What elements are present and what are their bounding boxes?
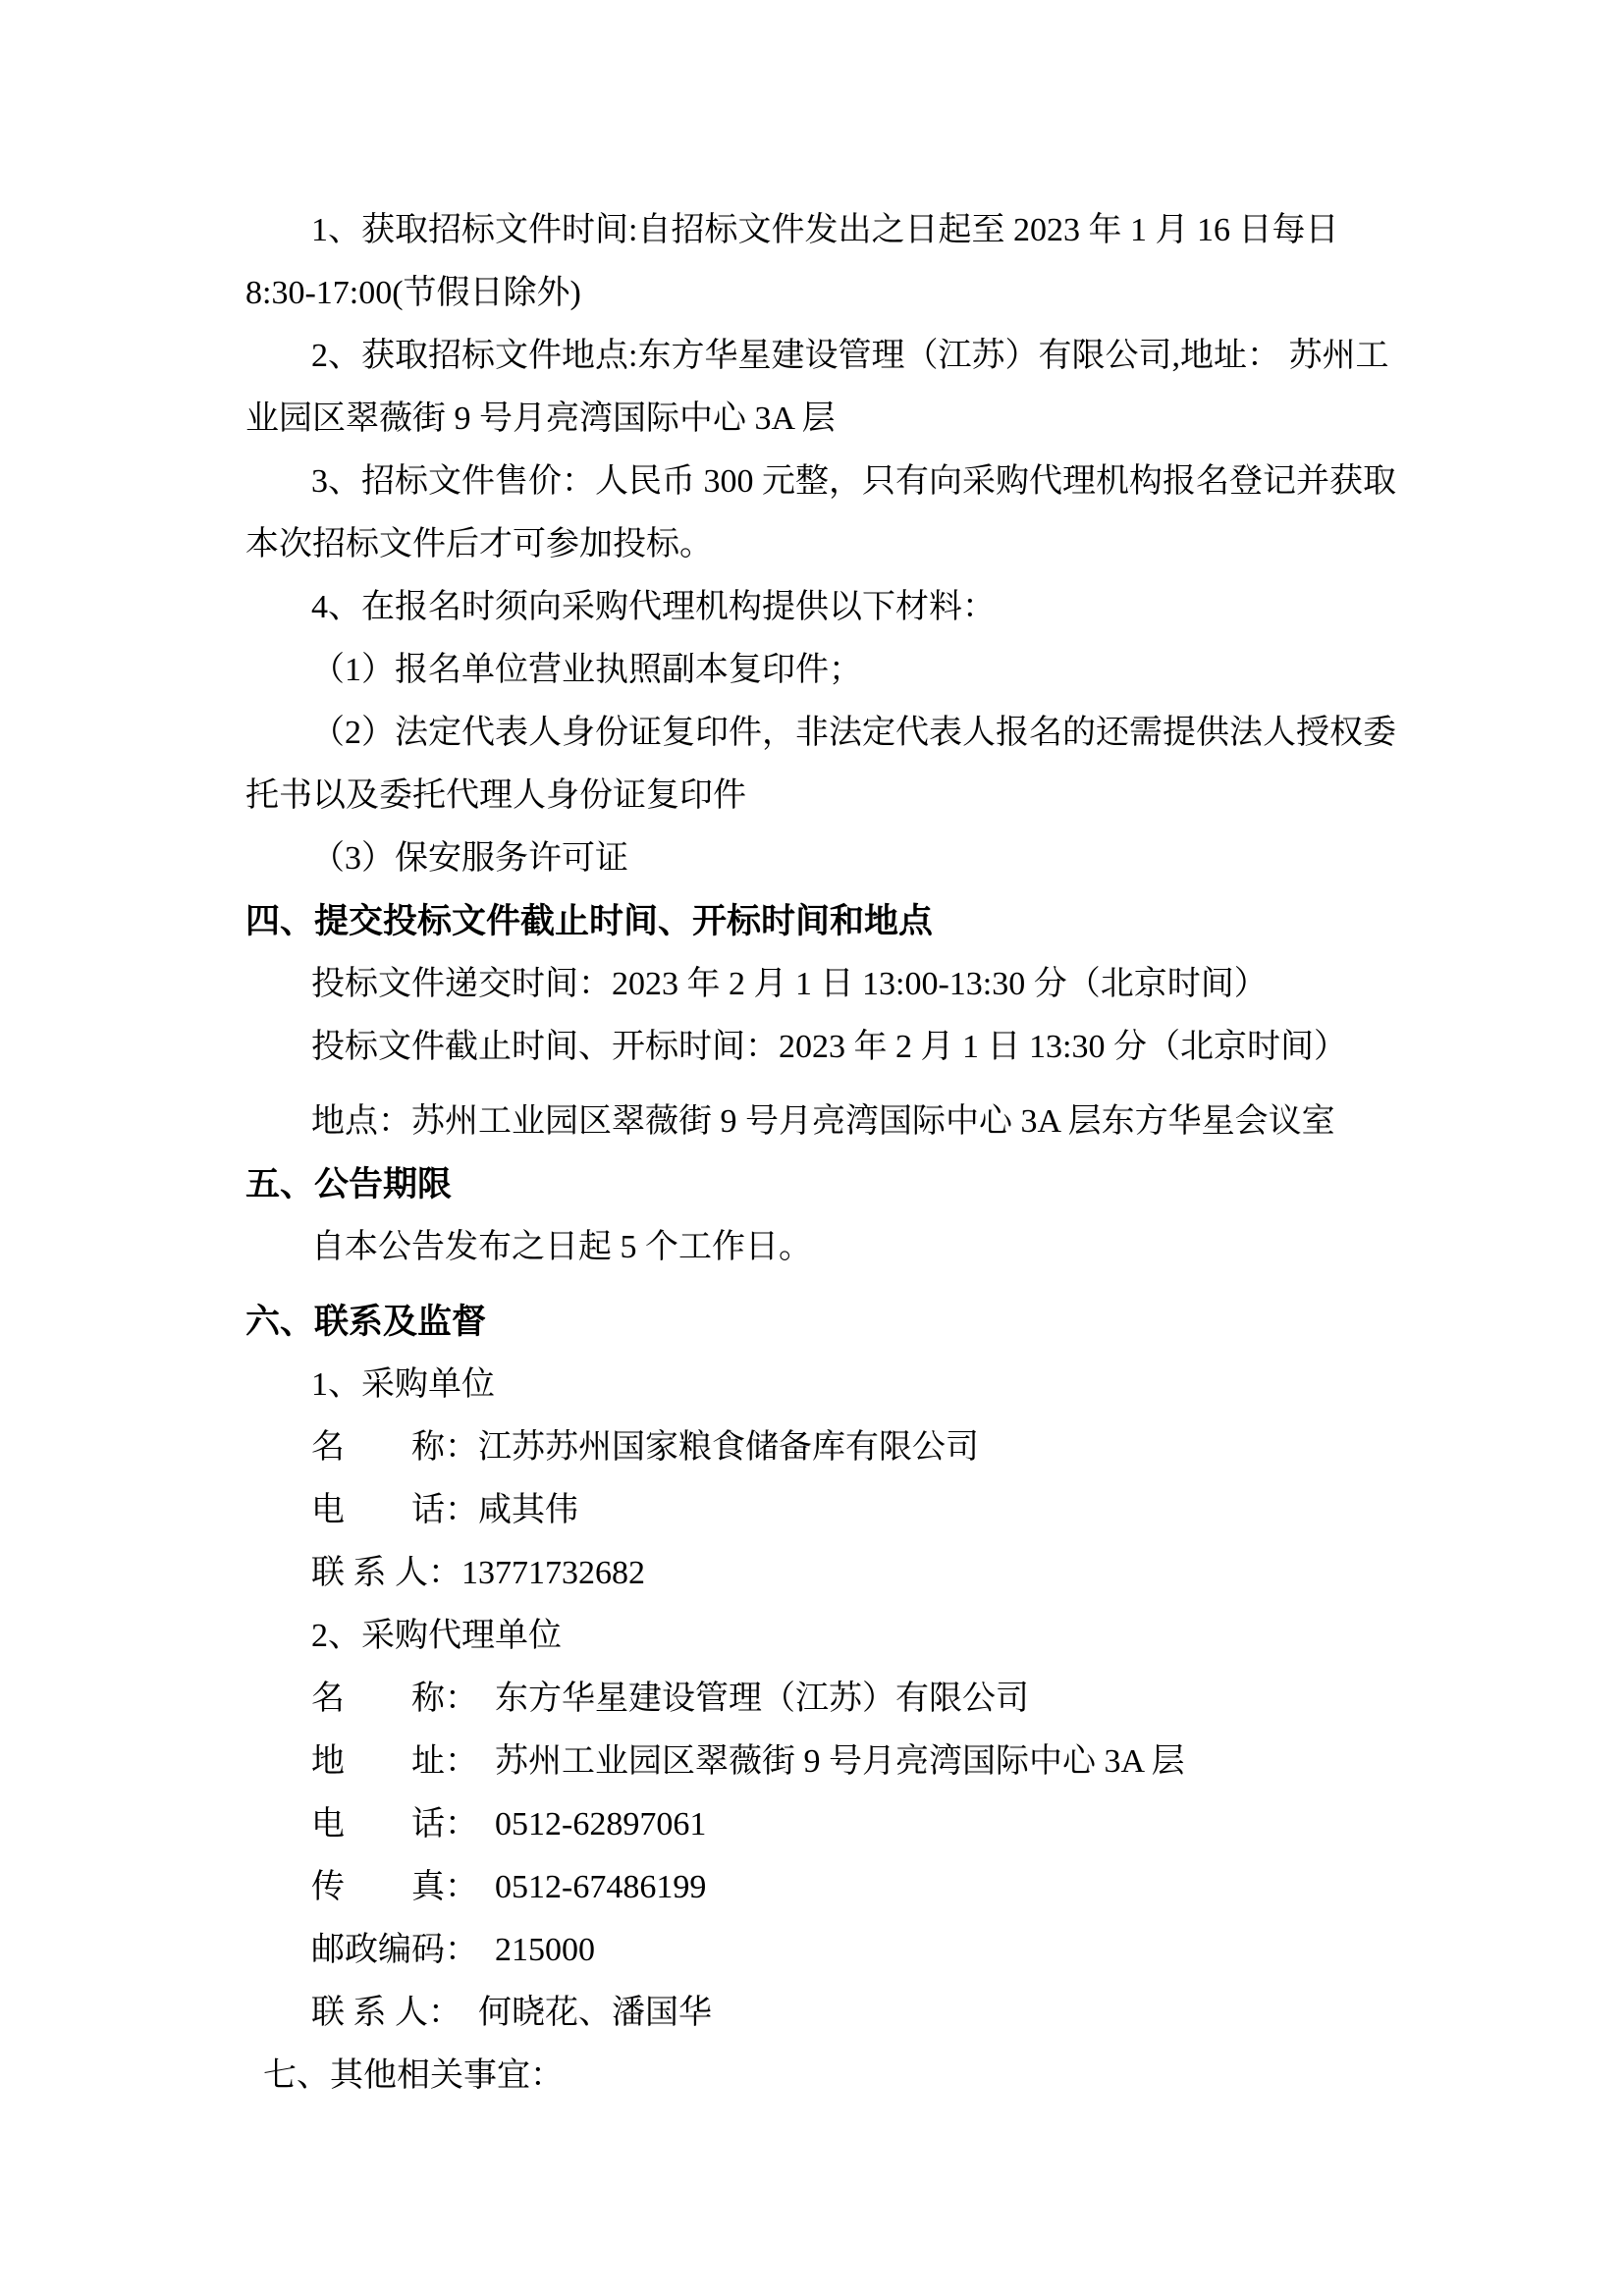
text-line: 七、其他相关事宜：	[263, 2057, 564, 2094]
text-line: 3、招标文件售价：人民币 300 元整，只有向采购代理机构报名登记并获取	[311, 463, 1396, 500]
section-heading: 五、公告期限	[245, 1165, 453, 1203]
text-line: 联 系 人： 何晓花、潘国华	[311, 1995, 712, 2031]
text-line: 名 称： 东方华星建设管理（江苏）有限公司	[311, 1681, 1029, 1717]
text-line: （3）保安服务许可证	[311, 840, 628, 877]
text-line: 业园区翠薇街 9 号月亮湾国际中心 3A 层	[245, 400, 836, 437]
text-line: 1、采购单位	[311, 1366, 495, 1403]
text-line: 托书以及委托代理人身份证复印件	[245, 777, 746, 814]
text-line: 2、获取招标文件地点:东方华星建设管理（江苏）有限公司,地址： 苏州工	[311, 338, 1389, 374]
document-body	[245, 199, 1396, 2108]
section-heading: 六、联系及监督	[245, 1303, 487, 1341]
text-line: （1）报名单位营业执照副本复印件；	[311, 652, 862, 688]
text-line: 传 真： 0512-67486199	[311, 1869, 707, 1905]
text-line: （2）法定代表人身份证复印件，非法定代表人报名的还需提供法人授权委	[311, 715, 1396, 751]
text-line: 地 址： 苏州工业园区翠薇街 9 号月亮湾国际中心 3A 层	[311, 1743, 1185, 1780]
text-line: 投标文件递交时间：2023 年 2 月 1 日 13:00-13:30 分（北京时间）	[311, 966, 1268, 1002]
text-line: 4、在报名时须向采购代理机构提供以下材料：	[311, 589, 996, 625]
text-line: 投标文件截止时间、开标时间：2023 年 2 月 1 日 13:30 分（北京时间）	[311, 1029, 1347, 1065]
text-line: 2、采购代理单位	[311, 1618, 562, 1654]
text-line: 本次招标文件后才可参加投标。	[245, 526, 713, 562]
text-line: 8:30-17:00(节假日除外)	[245, 275, 581, 311]
text-line: 地点：苏州工业园区翠薇街 9 号月亮湾国际中心 3A 层东方华星会议室	[311, 1103, 1335, 1140]
text-line: 邮政编码： 215000	[311, 1932, 595, 1968]
text-line: 电 话： 0512-62897061	[311, 1806, 707, 1842]
section-heading: 四、提交投标文件截止时间、开标时间和地点	[245, 902, 934, 940]
text-line: 自本公告发布之日起 5 个工作日。	[311, 1229, 812, 1265]
text-line: 名 称：江苏苏州国家粮食储备库有限公司	[311, 1429, 979, 1466]
text-line: 联 系 人：13771732682	[311, 1555, 645, 1591]
text-line: 1、获取招标文件时间:自招标文件发出之日起至 2023 年 1 月 16 日每日	[311, 212, 1339, 248]
text-line: 电 话：咸其伟	[311, 1492, 578, 1528]
